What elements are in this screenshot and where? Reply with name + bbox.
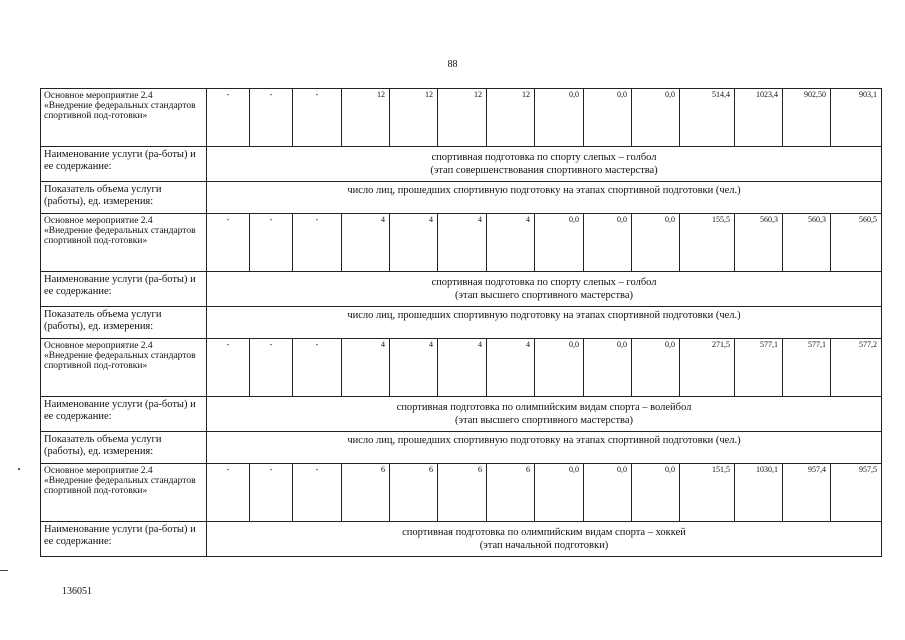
value-cell: 0,0 bbox=[584, 464, 632, 522]
table-row-indicator bbox=[41, 182, 882, 214]
indicator-label: Показатель объема услуги (работы), ед. измерения: bbox=[41, 307, 207, 339]
value-cell: 6 bbox=[390, 464, 438, 522]
indicator-text: число лиц, прошедших спортивную подготовку на этапах спортивной подготовки (чел.) bbox=[207, 432, 882, 464]
indicator-text: число лиц, прошедших спортивную подготовку на этапах спортивной подготовки (чел.) bbox=[207, 182, 882, 214]
measure-label: Основное мероприятие 2.4 «Внедрение федеральных стандартов спортивной под-готовки» bbox=[41, 464, 207, 522]
value-cell: 155,5 bbox=[680, 214, 735, 272]
value-cell: 514,4 bbox=[680, 89, 735, 147]
value-cell: 4 bbox=[438, 214, 487, 272]
table-body bbox=[41, 89, 882, 557]
value-cell: - bbox=[207, 89, 250, 147]
value-cell: 1023,4 bbox=[735, 89, 783, 147]
service-label: Наименование услуги (ра-боты) и ее содержание: bbox=[41, 147, 207, 182]
table-row-service bbox=[41, 147, 882, 182]
value-cell: 151,5 bbox=[680, 464, 735, 522]
scan-speck bbox=[18, 468, 20, 470]
table-row-measure bbox=[41, 339, 882, 397]
measure-label: Основное мероприятие 2.4 «Внедрение федеральных стандартов спортивной под-готовки» bbox=[41, 89, 207, 147]
value-cell: 4 bbox=[342, 339, 390, 397]
service-name: спортивная подготовка по олимпийским видам спорта – волейбол bbox=[396, 402, 692, 413]
value-cell: - bbox=[293, 214, 342, 272]
value-cell: 4 bbox=[390, 214, 438, 272]
service-description bbox=[207, 397, 882, 432]
value-cell: 271,5 bbox=[680, 339, 735, 397]
value-cell: 0,0 bbox=[632, 339, 680, 397]
value-cell: 577,1 bbox=[783, 339, 831, 397]
service-stage: (этап совершенствования спортивного мастерства) bbox=[430, 165, 658, 176]
table-row-service bbox=[41, 272, 882, 307]
value-cell: 12 bbox=[487, 89, 535, 147]
value-cell: - bbox=[293, 464, 342, 522]
value-cell: 0,0 bbox=[632, 214, 680, 272]
value-cell: 577,2 bbox=[831, 339, 882, 397]
table-row-measure bbox=[41, 89, 882, 147]
service-description bbox=[207, 147, 882, 182]
value-cell: - bbox=[293, 89, 342, 147]
measure-label: Основное мероприятие 2.4 «Внедрение федеральных стандартов спортивной под-готовки» bbox=[41, 339, 207, 397]
value-cell: - bbox=[293, 339, 342, 397]
service-label: Наименование услуги (ра-боты) и ее содержание: bbox=[41, 397, 207, 432]
service-name: спортивная подготовка по спорту слепых – голбол bbox=[431, 152, 657, 163]
value-cell: 6 bbox=[342, 464, 390, 522]
indicator-text: число лиц, прошедших спортивную подготовку на этапах спортивной подготовки (чел.) bbox=[207, 307, 882, 339]
table-row-service bbox=[41, 397, 882, 432]
value-cell: 957,4 bbox=[783, 464, 831, 522]
value-cell: - bbox=[207, 339, 250, 397]
measure-label: Основное мероприятие 2.4 «Внедрение федеральных стандартов спортивной под-готовки» bbox=[41, 214, 207, 272]
value-cell: 0,0 bbox=[535, 89, 584, 147]
table-row-indicator bbox=[41, 432, 882, 464]
service-stage: (этап высшего спортивного мастерства) bbox=[454, 415, 634, 426]
value-cell: 4 bbox=[390, 339, 438, 397]
value-cell: 0,0 bbox=[584, 339, 632, 397]
indicator-label: Показатель объема услуги (работы), ед. измерения: bbox=[41, 432, 207, 464]
value-cell: 0,0 bbox=[632, 464, 680, 522]
table-row-measure bbox=[41, 214, 882, 272]
value-cell: 560,5 bbox=[831, 214, 882, 272]
value-cell: - bbox=[250, 339, 293, 397]
service-label: Наименование услуги (ра-боты) и ее содержание: bbox=[41, 522, 207, 557]
value-cell: 4 bbox=[487, 214, 535, 272]
value-cell: 1030,1 bbox=[735, 464, 783, 522]
value-cell: 560,3 bbox=[783, 214, 831, 272]
value-cell: 12 bbox=[438, 89, 487, 147]
service-description bbox=[207, 522, 882, 557]
value-cell: - bbox=[250, 464, 293, 522]
value-cell: 560,3 bbox=[735, 214, 783, 272]
value-cell: 6 bbox=[438, 464, 487, 522]
table-row-service bbox=[41, 522, 882, 557]
service-description bbox=[207, 272, 882, 307]
value-cell: 0,0 bbox=[632, 89, 680, 147]
margin-mark bbox=[0, 570, 8, 571]
value-cell: 0,0 bbox=[535, 214, 584, 272]
service-name: спортивная подготовка по олимпийским видам спорта – хоккей bbox=[402, 527, 686, 538]
document-code: 136051 bbox=[62, 586, 92, 597]
value-cell: 0,0 bbox=[535, 339, 584, 397]
value-cell: 577,1 bbox=[735, 339, 783, 397]
value-cell: 957,5 bbox=[831, 464, 882, 522]
table-row-measure bbox=[41, 464, 882, 522]
service-stage: (этап начальной подготовки) bbox=[479, 540, 609, 551]
page-number: 88 bbox=[447, 59, 458, 70]
value-cell: 12 bbox=[390, 89, 438, 147]
value-cell: 4 bbox=[342, 214, 390, 272]
value-cell: 902,50 bbox=[783, 89, 831, 147]
value-cell: 6 bbox=[487, 464, 535, 522]
value-cell: 4 bbox=[487, 339, 535, 397]
table-row-indicator bbox=[41, 307, 882, 339]
value-cell: 0,0 bbox=[584, 214, 632, 272]
service-name: спортивная подготовка по спорту слепых – голбол bbox=[431, 277, 657, 288]
value-cell: 4 bbox=[438, 339, 487, 397]
value-cell: - bbox=[250, 214, 293, 272]
program-table bbox=[40, 88, 882, 557]
value-cell: - bbox=[207, 464, 250, 522]
value-cell: 0,0 bbox=[584, 89, 632, 147]
value-cell: 12 bbox=[342, 89, 390, 147]
value-cell: 903,1 bbox=[831, 89, 882, 147]
service-label: Наименование услуги (ра-боты) и ее содержание: bbox=[41, 272, 207, 307]
value-cell: - bbox=[250, 89, 293, 147]
value-cell: 0,0 bbox=[535, 464, 584, 522]
value-cell: - bbox=[207, 214, 250, 272]
indicator-label: Показатель объема услуги (работы), ед. измерения: bbox=[41, 182, 207, 214]
service-stage: (этап высшего спортивного мастерства) bbox=[454, 290, 634, 301]
